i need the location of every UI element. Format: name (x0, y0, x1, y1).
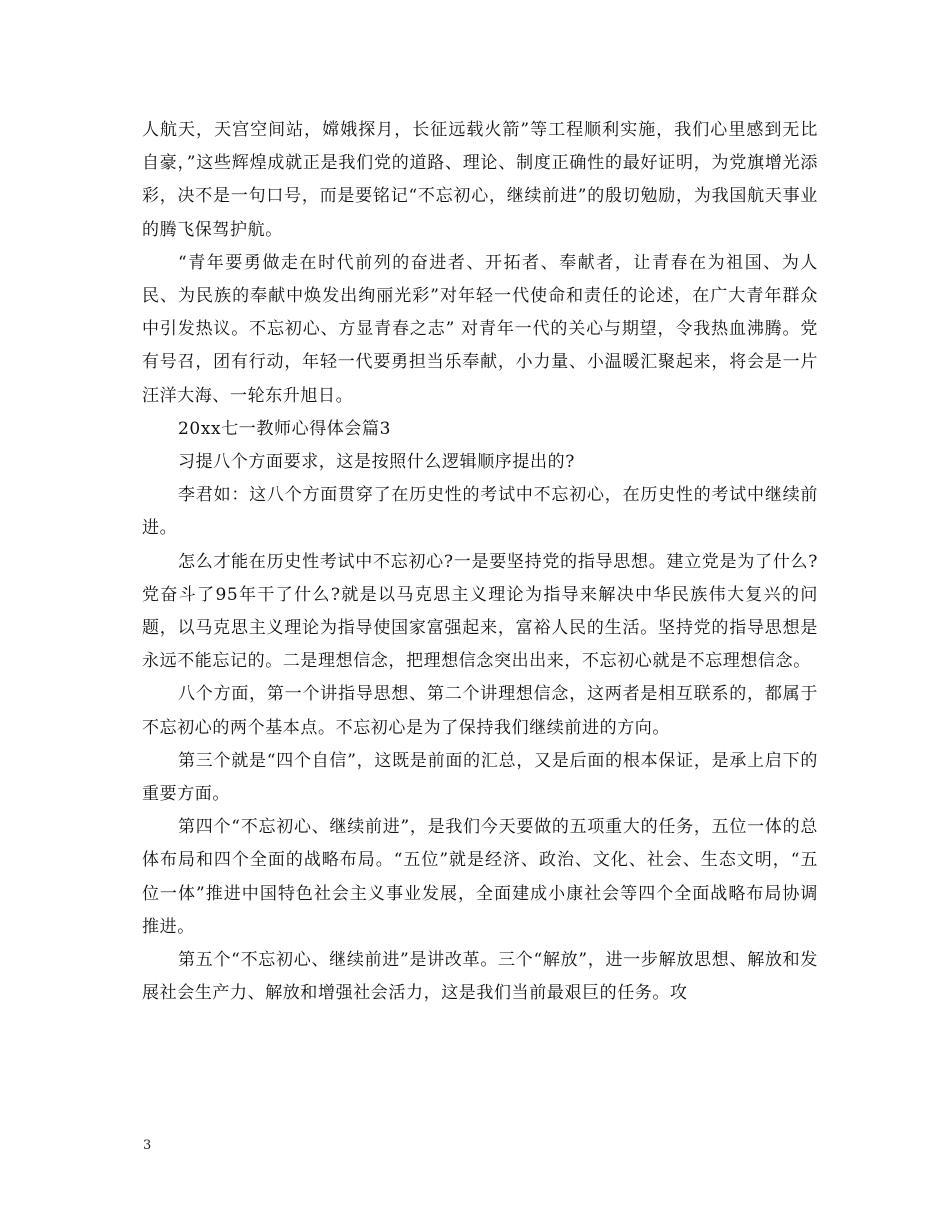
paragraph: 李君如：这八个方面贯穿了在历史性的考试中不忘初心，在历史性的考试中继续前进。 (142, 485, 818, 539)
paragraph: 八个方面，第一个讲指导思想、第二个讲理想信念，这两者是相互联系的，都属于不忘初心的两个基本点。不忘初心是为了保持我们继续前进的方向。 (142, 684, 818, 738)
paragraph: 怎么才能在历史性考试中不忘初心?一是要坚持党的指导思想。建立党是为了什么?党奋斗了95年干了什么?就是以马克思主义理论为指导来解决中华民族伟大复兴的问题，以马克思主义理论为指导使国家富强起来，富裕人民的生活。坚持党的指导思想是永远不能忘记的。二是理想信念，把理想信念突出出来，不忘初心就是不忘理想信念。 (142, 551, 818, 672)
paragraph: 第五个“不忘初心、继续前进”是讲改革。三个“解放”，进一步解放思想、解放和发展社会生产力、解放和增强社会活力，这是我们当前最艰巨的任务。攻 (142, 950, 818, 1004)
paragraph: 第三个就是“四个自信”，这既是前面的汇总，又是后面的根本保证，是承上启下的重要方面。 (142, 750, 818, 805)
page-number: 3 (143, 1138, 152, 1153)
paragraph: 习提八个方面要求，这是按照什么逻辑顺序提出的? (178, 452, 575, 473)
paragraph: 第四个“不忘初心、继续前进”，是我们今天要做的五项重大的任务，五位一体的总体布局和四个全面的战略布局。“五位”就是经济、政治、文化、社会、生态文明，“五位一体”推进中国特色社会主义事业发展，全面建成小康社会等四个全面战略布局协调推进。 (142, 817, 818, 937)
section-heading: 20xx七一教师心得体会篇3 (178, 418, 392, 439)
paragraph-continuation: 人航天，天宫空间站，嫦娥探月，长征远载火箭”等工程顺利实施，我们心里感到无比自豪，”这些辉煌成就正是我们党的道路、理论、制度正确性的最好证明，为党旗增光添彩，决不是一句口号，而是要铭记“不忘初心，继续前进”的殷切勉励，为我国航天事业的腾飞保驾护航。 (142, 120, 818, 240)
paragraph: “青年要勇做走在时代前列的奋进者、开拓者、奉献者，让青春在为祖国、为人民、为民族的奉献中焕发出绚丽光彩”对年轻一代使命和责任的论述，在广大青年群众中引发热议。不忘初心、方显青春之志” 对青年一代的关心与期望，令我热血沸腾。党有号召，团有行动，年轻一代要勇担当乐奉献，小力量、小温暖汇聚起来，将会是一片汪洋大海、一轮东升旭日。 (142, 252, 818, 406)
document-body (142, 114, 818, 1010)
